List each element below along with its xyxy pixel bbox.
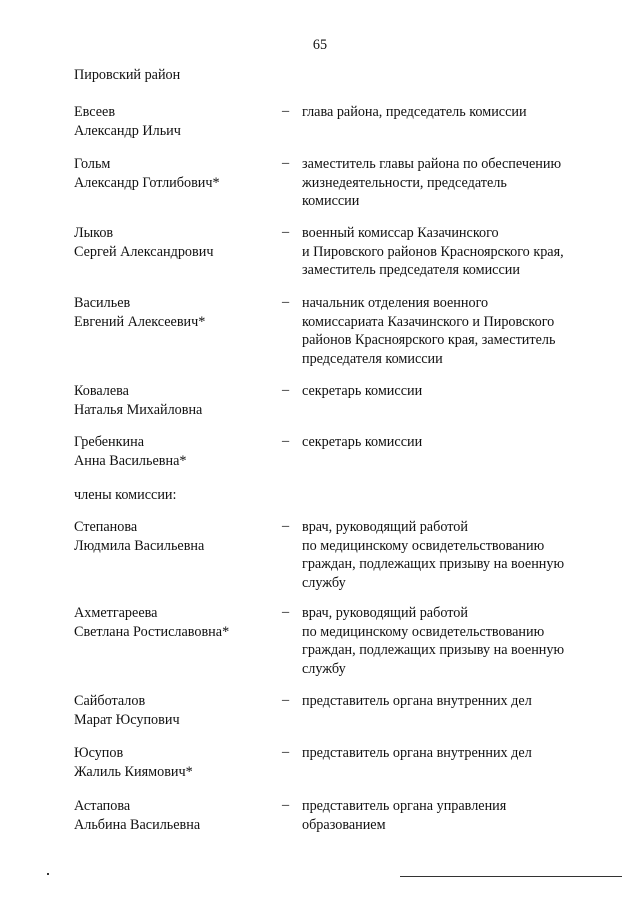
member-name <box>74 604 274 641</box>
role-line: секретарь комиссии <box>302 383 423 399</box>
member-name <box>74 155 274 192</box>
member-given-name: Анна Васильевна* <box>74 452 187 469</box>
role-line: районов Красноярского края, заместитель <box>302 332 556 348</box>
role-line: заместитель председателя комиссии <box>302 262 520 278</box>
member-name <box>74 294 274 331</box>
member-given-name: Александр Ильич <box>74 122 181 139</box>
role-line: образованием <box>302 816 386 833</box>
member-given-name: Сергей Александрович <box>74 243 214 260</box>
member-name <box>74 518 274 555</box>
member-surname: Гольм <box>74 156 111 172</box>
dash: – <box>282 224 290 240</box>
member-role <box>302 433 592 452</box>
member-given-name: Евгений Алексеевич* <box>74 313 206 330</box>
dash: – <box>282 433 290 449</box>
member-name <box>74 224 274 261</box>
role-line: представитель органа внутренних дел <box>302 745 532 761</box>
member-role <box>302 692 592 711</box>
member-role <box>302 294 592 368</box>
member-role <box>302 797 592 834</box>
dash: – <box>282 155 290 171</box>
member-surname: Васильев <box>74 295 131 311</box>
member-given-name: Альбина Васильевна <box>74 816 201 833</box>
member-name <box>74 103 274 140</box>
member-surname: Лыков <box>74 225 114 241</box>
member-given-name: Александр Готлибович* <box>74 174 220 191</box>
member-surname: Гребенкина <box>74 434 144 450</box>
role-line: секретарь комиссии <box>302 434 423 450</box>
dash: – <box>282 797 290 813</box>
dash: – <box>282 382 290 398</box>
member-name <box>74 744 274 781</box>
role-line: службу <box>302 660 346 677</box>
member-given-name: Жалиль Киямович* <box>74 763 193 780</box>
members-heading: члены комиссии: <box>74 487 177 503</box>
member-surname: Сайботалов <box>74 693 146 709</box>
role-line: врач, руководящий работой <box>302 605 468 621</box>
member-role <box>302 382 592 401</box>
page-number: 65 <box>312 37 328 53</box>
member-name <box>74 797 274 834</box>
role-line: комиссии <box>302 193 360 209</box>
footer-rule <box>400 876 622 877</box>
role-line: председателя комиссии <box>302 350 443 367</box>
member-given-name: Светлана Ростиславовна* <box>74 623 230 640</box>
member-role <box>302 604 592 678</box>
member-role <box>302 518 592 592</box>
role-line: жизнедеятельности, председатель <box>302 174 507 191</box>
member-surname: Астапова <box>74 798 131 814</box>
member-surname: Степанова <box>74 519 138 535</box>
dash: – <box>282 604 290 620</box>
role-line: граждан, подлежащих призыву на военную <box>302 642 565 658</box>
member-role <box>302 155 592 211</box>
role-line: по медицинскому освидетельствованию <box>302 537 545 554</box>
member-surname: Евсеев <box>74 104 116 120</box>
member-role <box>302 103 592 122</box>
district-heading: Пировский район <box>74 67 181 83</box>
role-line: заместитель главы района по обеспечению <box>302 156 562 172</box>
dash: – <box>282 294 290 310</box>
member-surname: Ковалева <box>74 383 129 399</box>
role-line: врач, руководящий работой <box>302 519 468 535</box>
role-line: службу <box>302 574 346 591</box>
member-name <box>74 433 274 470</box>
member-role <box>302 224 592 280</box>
role-line: представитель органа управления <box>302 798 507 814</box>
role-line: комиссариата Казачинского и Пировского <box>302 313 555 330</box>
member-given-name: Людмила Васильевна <box>74 537 205 554</box>
member-role <box>302 744 592 763</box>
dash: – <box>282 103 290 119</box>
role-line: военный комиссар Казачинского <box>302 225 499 241</box>
member-given-name: Наталья Михайловна <box>74 401 203 418</box>
member-name <box>74 382 274 419</box>
role-line: по медицинскому освидетельствованию <box>302 623 545 640</box>
dash: – <box>282 692 290 708</box>
member-name <box>74 692 274 729</box>
member-given-name: Марат Юсупович <box>74 711 180 728</box>
member-surname: Юсупов <box>74 745 124 761</box>
member-surname: Ахметгареева <box>74 605 158 621</box>
dash: – <box>282 744 290 760</box>
scan-mark <box>47 873 49 875</box>
role-line: начальник отделения военного <box>302 295 489 311</box>
role-line: и Пировского районов Красноярского края, <box>302 243 564 260</box>
role-line: граждан, подлежащих призыву на военную <box>302 556 565 572</box>
dash: – <box>282 518 290 534</box>
role-line: представитель органа внутренних дел <box>302 693 532 709</box>
role-line: глава района, председатель комиссии <box>302 104 527 120</box>
